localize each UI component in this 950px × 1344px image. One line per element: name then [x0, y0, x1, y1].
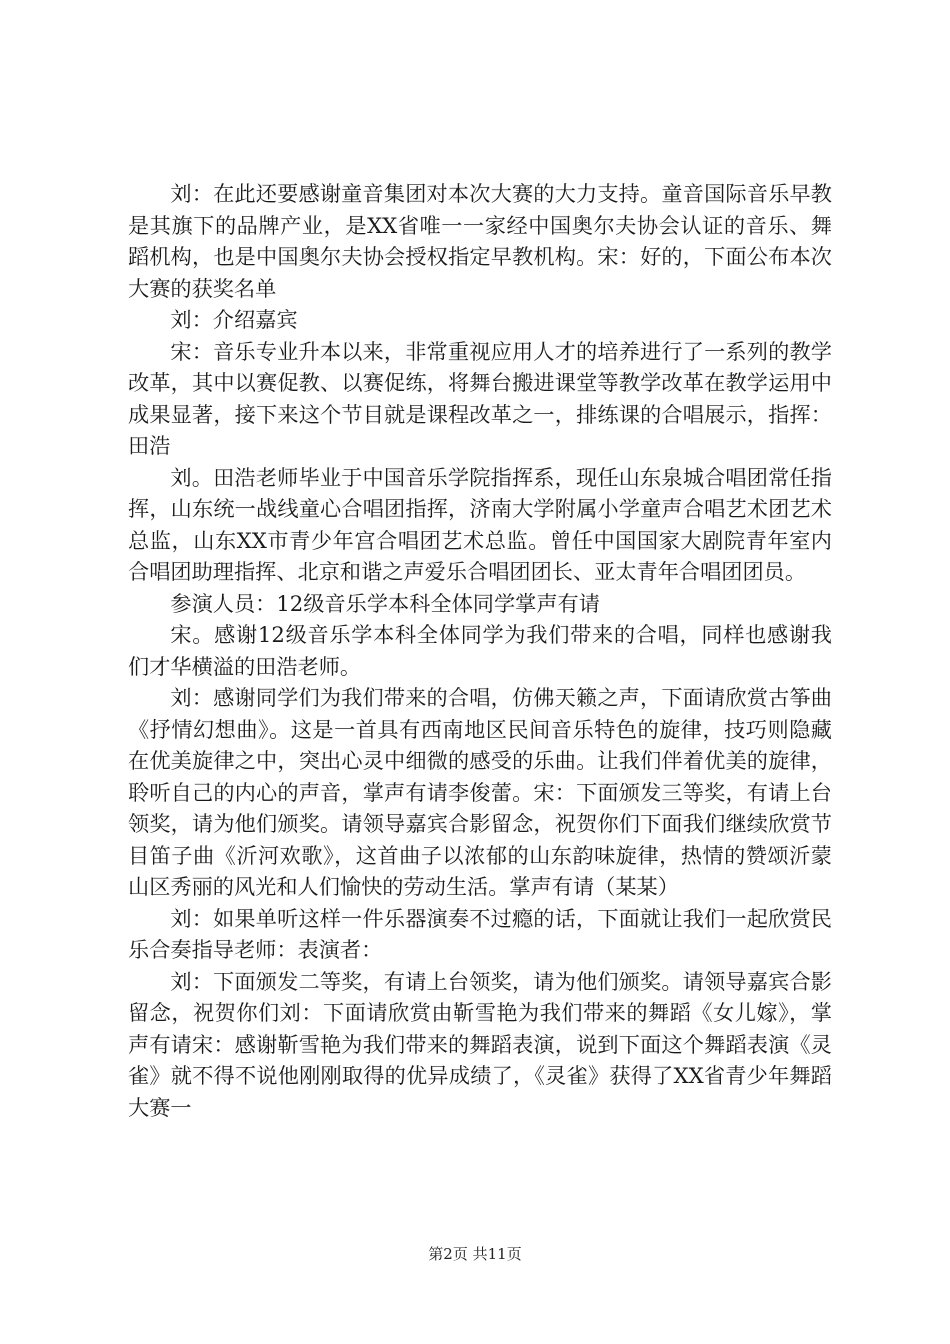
- paragraph-conductor-intro: 刘。田浩老师毕业于中国音乐学院指挥系，现任山东泉城合唱团常任指挥，山东统一战线童心合唱团指挥，济南大学附属小学童声合唱艺术团艺术总监，山东XX市青少年宫合唱团艺术总监。曾任中国国家大剧院青年室内合唱团助理指挥、北京和谐之声爱乐合唱团团长、亚太青年合唱团团员。: [128, 464, 832, 584]
- paragraph-guzheng-performance: 刘：感谢同学们为我们带来的合唱，仿佛天籁之声，下面请欣赏古筝曲《抒情幻想曲》。这是一首具有西南地区民间音乐特色的旋律，技巧则隐藏在优美旋律之中，突出心灵中细微的感受的乐曲。让我们伴着优美的旋律，聆听自己的内心的声音，掌声有请李俊蕾。宋：下面颁发三等奖，有请上台领奖，请为他们颁奖。请领导嘉宾合影留念，祝贺你们下面我们继续欣赏节目笛子曲《沂河欢歌》，这首曲子以浓郁的山东韵味旋律，热情的赞颂沂蒙山区秀丽的风光和人们愉快的劳动生活。掌声有请（某某）: [128, 685, 832, 899]
- paragraph-thanks-sponsor: 刘：在此还要感谢童音集团对本次大赛的大力支持。童音国际音乐早教是其旗下的品牌产业，是XX省唯一一家经中国奥尔夫协会认证的音乐、舞蹈机构，也是中国奥尔夫协会授权指定早教机构。宋：好的，下面公布本次大赛的获奖名单: [128, 181, 832, 301]
- paragraph-ensemble: 刘：如果单听这样一件乐器演奏不过瘾的话，下面就让我们一起欣赏民乐合奏指导老师：表演者：: [128, 905, 832, 962]
- paragraph-performers: 参演人员：12级音乐学本科全体同学掌声有请: [170, 590, 600, 616]
- page-number-footer: 第2页 共11页: [428, 1245, 522, 1263]
- paragraph-teaching-reform: 宋：音乐专业升本以来，非常重视应用人才的培养进行了一系列的教学改革，其中以赛促教、以赛促练，将舞台搬进课堂等教学改革在教学运用中成果显著，接下来这个节目就是课程改革之一，排练课的合唱展示，指挥：田浩: [128, 338, 832, 458]
- paragraph-thanks-choir: 宋。感谢12级音乐学本科全体同学为我们带来的合唱，同样也感谢我们才华横溢的田浩老师。: [128, 622, 832, 679]
- document-body: [128, 178, 832, 1123]
- paragraph-introduce-guests: 刘：介绍嘉宾: [170, 307, 298, 332]
- paragraph-second-prize: 刘：下面颁发二等奖，有请上台领奖，请为他们颁奖。请领导嘉宾合影留念，祝贺你们刘：下面请欣赏由靳雪艳为我们带来的舞蹈《女儿嫁》，掌声有请宋：感谢靳雪艳为我们带来的舞蹈表演，说到下面这个舞蹈表演《灵雀》就不得不说他刚刚取得的优异成绩了，《灵雀》获得了XX省青少年舞蹈大赛一: [128, 968, 832, 1120]
